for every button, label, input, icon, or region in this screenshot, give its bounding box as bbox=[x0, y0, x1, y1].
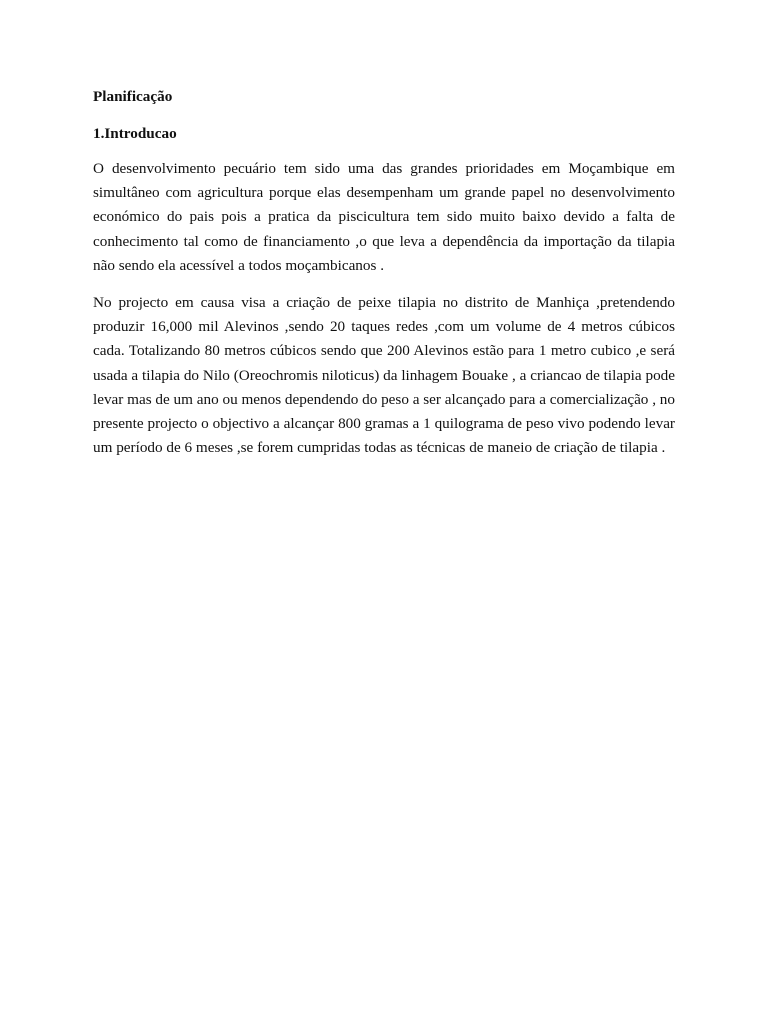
document-title: Planificação bbox=[93, 88, 173, 105]
section-heading: 1.Introducao bbox=[93, 125, 177, 142]
paragraph-introduction: O desenvolvimento pecuário tem sido uma das grandes prioridades em Moçambique em simultâneo com agricultura porque elas desempenham um grande papel no desenvolvimento económico do pais pois a pratica da piscicultura tem sido muito baixo devido a falta de conhecimento tal como de financiamento ,o que leva a dependência da importação da tilapia não sendo ela acessível a todos moçambicanos . bbox=[93, 160, 675, 274]
document-body bbox=[93, 86, 675, 473]
paragraph-project: No projecto em causa visa a criação de peixe tilapia no distrito de Manhiça ,pretendendo produzir 16,000 mil Alevinos ,sendo 20 taques redes ,com um volume de 4 metros cúbicos cada. Totalizando 80 metros cúbicos sendo que 200 Alevinos estão para 1 metro cubico ,e será usada a tilapia do Nilo (Oreochromis niloticus) da linhagem Bouake , a criancao de tilapia pode levar mas de um ano ou menos dependendo do peso a ser alcançado para a comercialização , no presente projecto o objectivo a alcançar 800 gramas a 1 quilograma de peso vivo podendo levar um período de 6 meses ,se forem cumpridas todas as técnicas de maneio de criação de tilapia . bbox=[93, 294, 675, 457]
